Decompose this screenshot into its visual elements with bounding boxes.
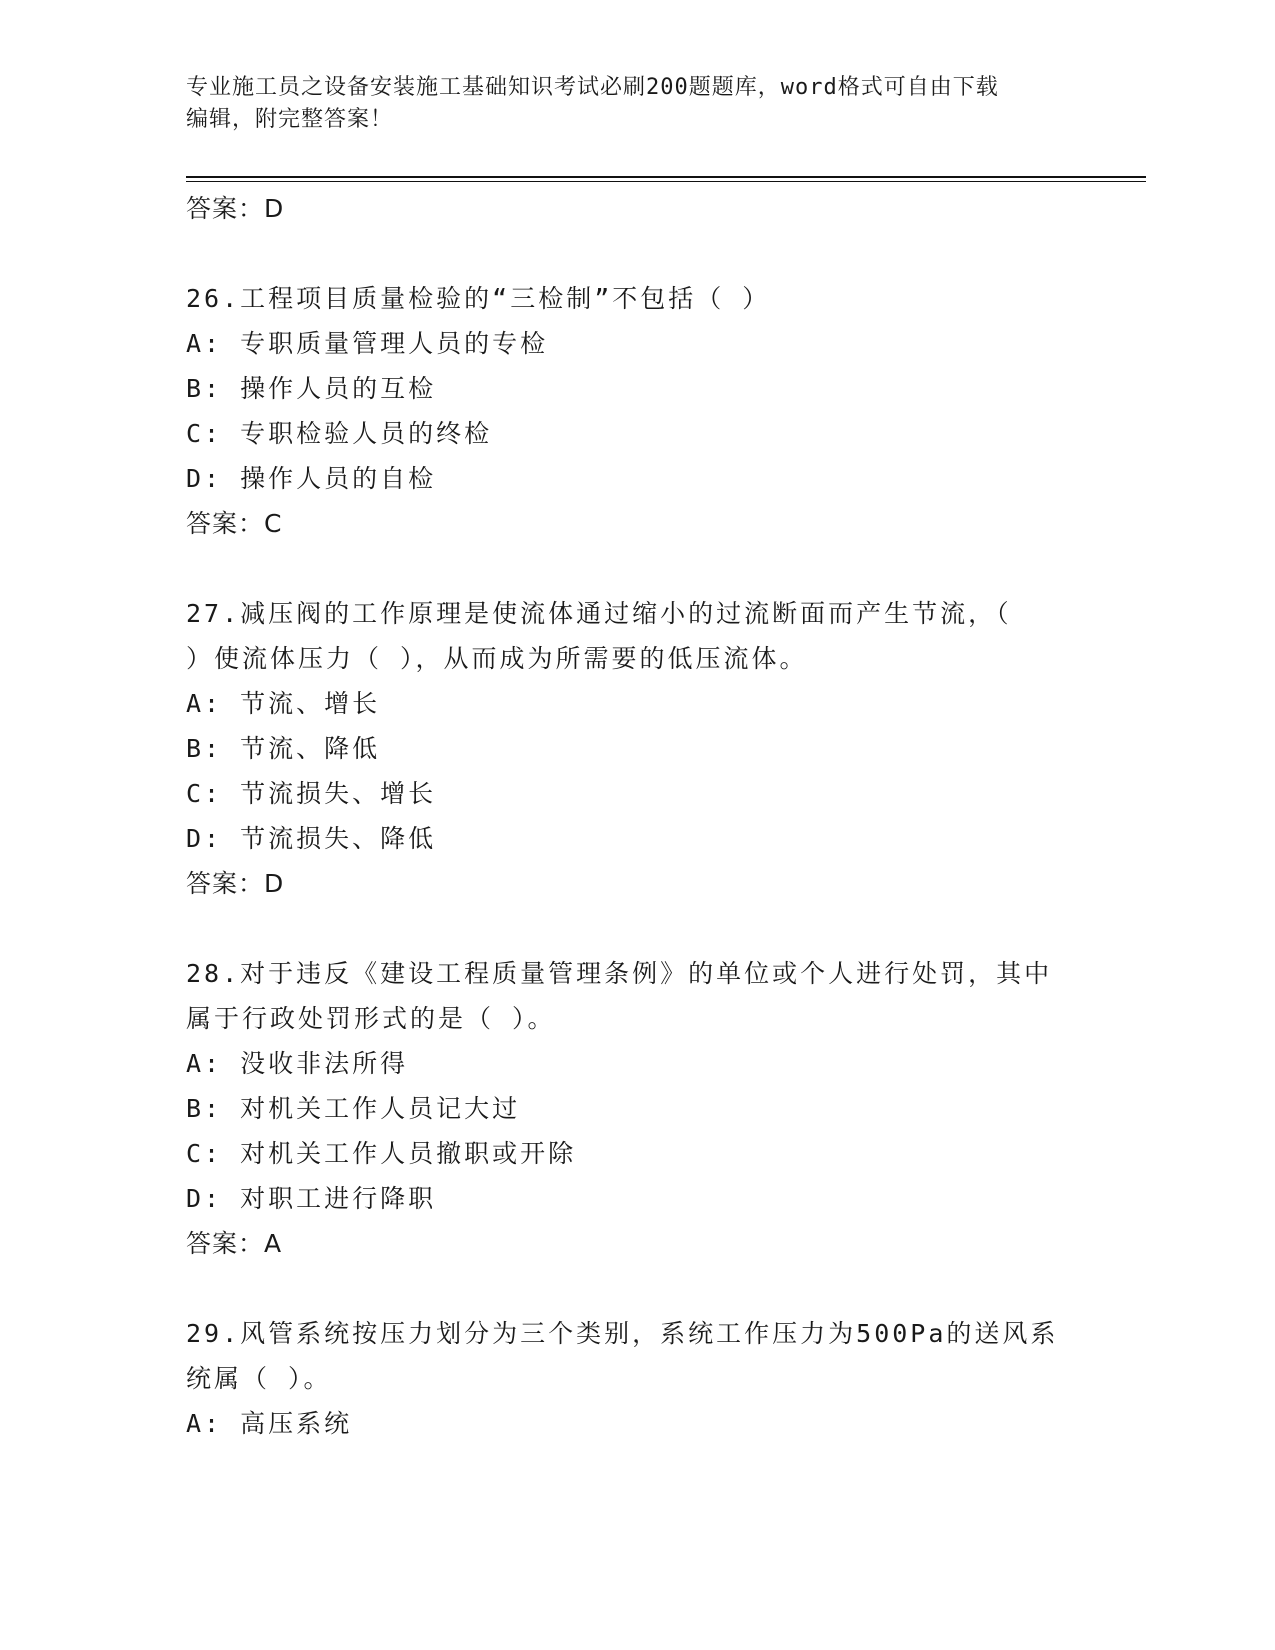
spacer bbox=[186, 231, 1086, 276]
answer-line: 答案：C bbox=[186, 509, 283, 538]
option-a: A: 高压系统 bbox=[186, 1409, 353, 1438]
spacer bbox=[186, 906, 1086, 951]
header-divider bbox=[186, 176, 1146, 182]
option-a: A: 节流、增长 bbox=[186, 689, 381, 718]
answer-line: 答案：D bbox=[186, 194, 285, 223]
answer-line: 答案：D bbox=[186, 869, 285, 898]
header-line-2: 编辑，附完整答案！ bbox=[186, 107, 394, 132]
option-a: A: 专职质量管理人员的专检 bbox=[186, 329, 549, 358]
option-d: D: 对职工进行降职 bbox=[186, 1184, 437, 1213]
question-block bbox=[186, 951, 1086, 1266]
option-d: D: 操作人员的自检 bbox=[186, 464, 437, 493]
option-a: A: 没收非法所得 bbox=[186, 1049, 409, 1078]
question-stem: 统属（ ）。 bbox=[186, 1364, 332, 1393]
option-b: B: 节流、降低 bbox=[186, 734, 381, 763]
option-b: B: 对机关工作人员记大过 bbox=[186, 1094, 521, 1123]
question-stem: 26.工程项目质量检验的“三检制”不包括（ ） bbox=[186, 284, 771, 313]
document-header bbox=[186, 72, 1066, 136]
spacer bbox=[186, 546, 1086, 591]
question-stem: 27.减压阀的工作原理是使流体通过缩小的过流断面而产生节流，（ bbox=[186, 599, 1012, 628]
option-b: B: 操作人员的互检 bbox=[186, 374, 437, 403]
option-c: C: 专职检验人员的终检 bbox=[186, 419, 493, 448]
header-line-1: 专业施工员之设备安装施工基础知识考试必刷200题题库，word格式可自由下载 bbox=[186, 75, 999, 100]
question-block bbox=[186, 276, 1086, 546]
option-d: D: 节流损失、降低 bbox=[186, 824, 437, 853]
question-stem: 属于行政处罚形式的是（ ）。 bbox=[186, 1004, 556, 1033]
question-stem: 28.对于违反《建设工程质量管理条例》的单位或个人进行处罚，其中 bbox=[186, 959, 1053, 988]
option-c: C: 节流损失、增长 bbox=[186, 779, 437, 808]
question-block bbox=[186, 591, 1086, 906]
document-body bbox=[186, 186, 1086, 1446]
question-block bbox=[186, 1311, 1086, 1446]
option-c: C: 对机关工作人员撤职或开除 bbox=[186, 1139, 577, 1168]
question-stem: 29.风管系统按压力划分为三个类别，系统工作压力为500Pa的送风系 bbox=[186, 1319, 1059, 1348]
spacer bbox=[186, 1266, 1086, 1311]
answer-line: 答案：A bbox=[186, 1229, 283, 1258]
question-stem: ）使流体压力（ ），从而成为所需要的低压流体。 bbox=[186, 644, 808, 673]
